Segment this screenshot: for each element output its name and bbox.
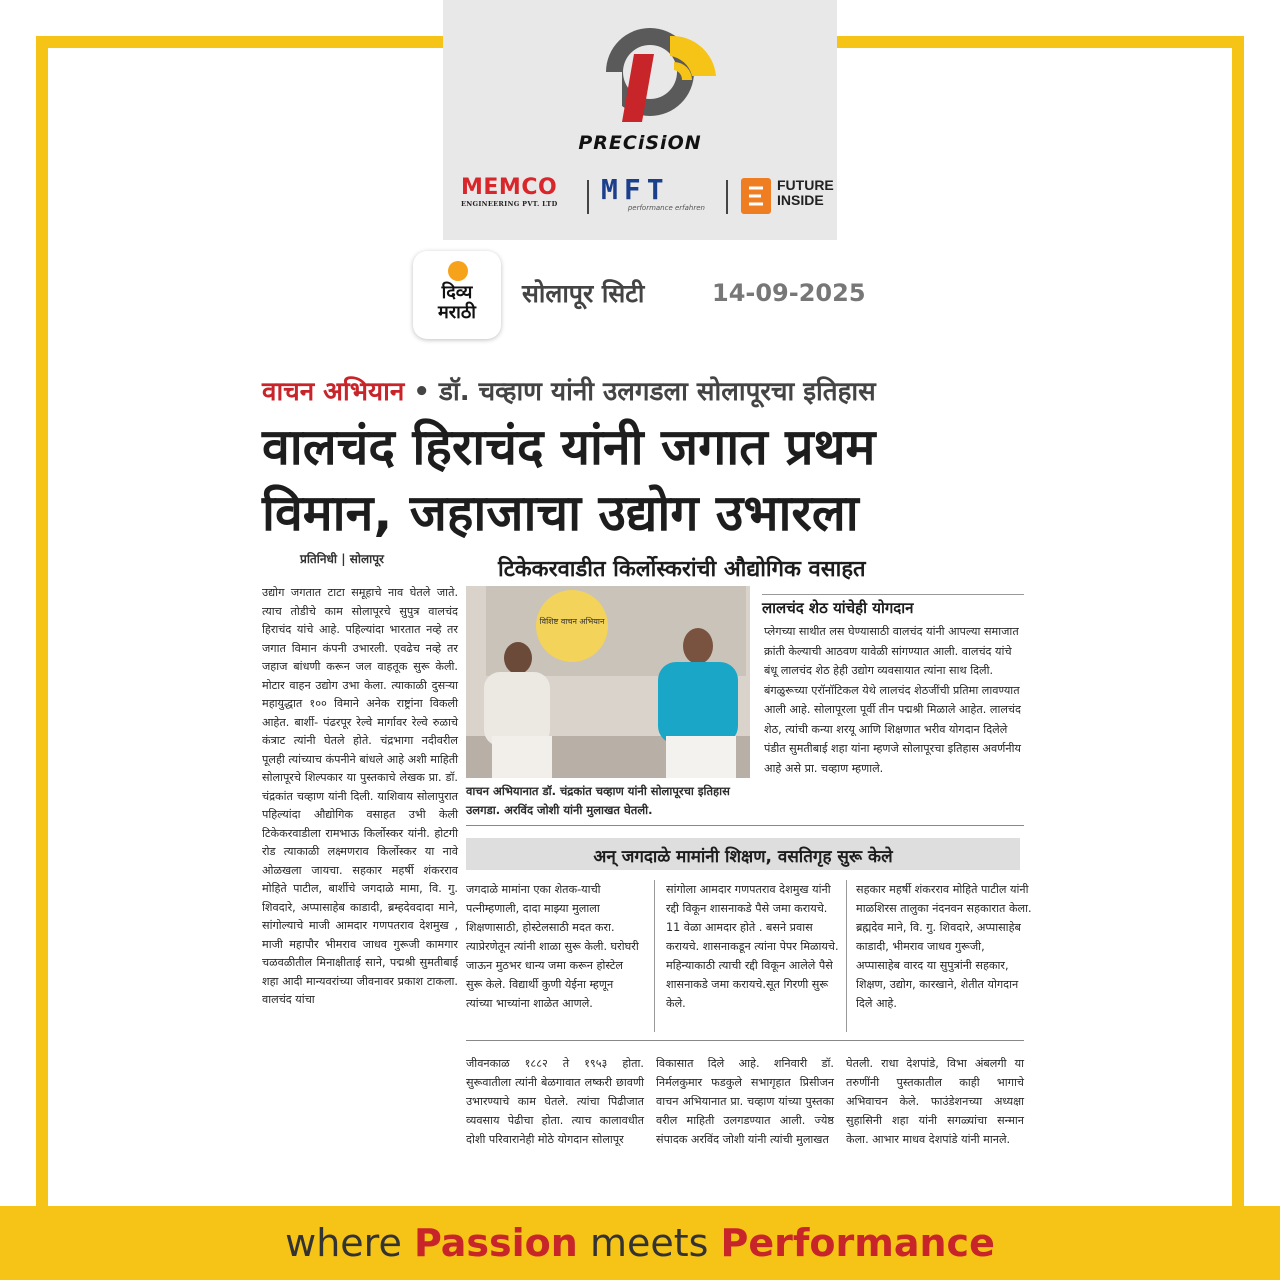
logo-line-divya: दिव्य bbox=[441, 282, 473, 303]
photo-banner-text: विशिष्ट वाचन अभियान bbox=[539, 617, 605, 626]
emoss-logo-icon bbox=[741, 178, 771, 214]
event-photo bbox=[466, 586, 750, 778]
logo-line-marathi: मराठी bbox=[438, 302, 476, 323]
mft-subtitle: performance erfahren bbox=[627, 204, 705, 212]
brand-logo-panel bbox=[443, 0, 837, 240]
sun-icon bbox=[448, 261, 468, 281]
memco-name: MEMCO bbox=[461, 175, 558, 200]
logo-divider bbox=[726, 180, 728, 214]
tagline-passion: Passion bbox=[413, 1221, 578, 1265]
future-inside-text bbox=[777, 178, 834, 208]
box-title-band bbox=[466, 838, 1020, 870]
tagline-word: meets bbox=[589, 1221, 709, 1265]
future-line: FUTURE bbox=[777, 177, 834, 193]
footer-tagline bbox=[0, 1206, 1280, 1280]
column-divider bbox=[846, 880, 847, 1032]
article-column-4: घेतली. राधा देशपांडे, विभा अंबलगी या तरुणींनी पुस्तकातील काही भागाचे अभिवाचन केले. फाउंडेशनच्या अध्यक्षा सुहासिनी शहा यांनी सगळ्यांचा सन्मान केला. आभार माधव देशपांडे यांनी मानले. bbox=[846, 1057, 1024, 1146]
tagline-word: where bbox=[285, 1221, 402, 1265]
article-subheadline: टिकेकरवाडीत किर्लोस्करांची औद्योगिक वसाहत bbox=[498, 557, 866, 582]
article-column-2: जीवनकाळ १८८२ ते १९५३ होता. सुरूवातीला त्यांनी बेळगावात लष्करी छावणी उभारण्याचे काम घेतले. त्यांचा पिढीजात व्यवसाय पेढीचा होता. त्याच कालावधीत दोशी परिवारानेही मोठे योगदान सोलापूर bbox=[466, 1057, 644, 1146]
precision-wordmark: PRECiSiON bbox=[578, 132, 702, 154]
article-byline: प्रतिनिधी | सोलापूर bbox=[300, 552, 384, 566]
memco-subtitle: ENGINEERING PVT. LTD bbox=[461, 200, 558, 208]
article-kicker bbox=[262, 372, 876, 408]
divider bbox=[466, 1040, 1024, 1041]
precision-logo-icon bbox=[588, 24, 720, 124]
article-column-1: उद्योग जगतात टाटा समूहाचे नाव घेतले जाते. त्याच तोडीचे काम सोलापूरचे सुपुत्र वालचंद हिराचंद यांचे आहे. पहिल्यांदा भारतात नव्हे तर जगात विमान कंपनी उभारली. एवढेच नव्हे तर जहाज बांधणी करून जल वाहतूक सुरू केली. मोटार वाहन उद्योग उभा केला. त्याकाळी दुसऱ्या महायुद्धात १०० विमाने अनेक राष्ट्रांना विकली आहेत. बार्शी- पंढरपूर रेल्वे मार्गावर रेल्वे रुळाचे कंत्राट त्यांनी घेतले होते. चंद्रभागा नदीवरील पूलही त्यांच्याच कंपनीने बांधले आहे अशी माहिती सोलापूरचे शिल्पकार या पुस्तकाचे लेखक प्रा. डॉ. चंद्रकांत चव्हाण यांनी दिली. याशिवाय सोलापुरात पहिल्यांदा औद्योगिक वसाहत उभी केली टिकेकरवाडीला रामभाऊ किर्लोस्कर यांनी. होटगी रोड त्याकाळी लक्ष्मणराव किर्लोस्कर या नावे ओळखला जायचा. सहकार महर्षी शंकरराव मोहिते पाटील, बार्शीचे जगदाळे मामा, वि. गु. शिवदारे, अप्पासाहेब काडादी, ब्रम्हदेवदादा माने, सांगोल्याचे माजी आमदार गणपतराव देशमुख , माजी महापौर भीमराव जाधव गुरूजी कामगार चळवळीतील मिनाक्षीताई साने, पद्मश्री सुमतीबाई शहा आदी मान्यवरांच्या जीवनावर प्रकाश टाकला. वालचंद यांचा bbox=[262, 586, 458, 1006]
divider bbox=[466, 825, 1024, 826]
article-column-3: विकासात दिले आहे. शनिवारी डॉ. निर्मलकुमार फडकुले सभागृहात प्रिसीजन वाचन अभियानात प्रा. चव्हाण यांच्या पुस्तका वरील माहिती उलगडण्यात आली. ज्येष्ठ संपादक अरविंद जोशी यांनी त्यांची मुलाखत bbox=[656, 1057, 834, 1146]
photo-caption: वाचन अभियानात डॉ. चंद्रकांत चव्हाण यांनी सोलापूरचा इतिहास उलगडा. अरविंद जोशी यांनी मुलाखत घेतली. bbox=[466, 784, 730, 817]
kicker-label: वाचन अभियान bbox=[262, 377, 405, 407]
box-column-3: सहकार महर्षी शंकरराव मोहिते पाटील यांनी माळशिरस तालुका नंदनवन सहकारात केला. ब्रह्मदेव माने, वि. गु. शिवदारे, अप्पासाहेब काडादी, भीमराव जाधव गुरूजी, अप्पासाहेब वारद या सुपुत्रांनी सहकार, शिक्षण, उद्योग, कारखाने, शेतीत योगदान दिले आहे. bbox=[856, 883, 1032, 1010]
mft-logo bbox=[601, 173, 711, 212]
sidebar-title: लालचंद शेठ यांचेही योगदान bbox=[762, 594, 1024, 618]
logo-divider bbox=[587, 180, 589, 214]
edition-name: सोलापूर सिटी bbox=[522, 279, 645, 308]
mft-name: MFT bbox=[601, 173, 670, 206]
column-divider bbox=[654, 880, 655, 1032]
partner-logos bbox=[461, 173, 834, 220]
box-column-1: जगदाळे मामांना एका शेतक-याची पत्नीम्हणाली, दादा माझ्या मुलाला शिक्षणासाठी, होस्टेलसाठी मदत करा. त्याप्रेरणेतून त्यांनी शाळा सुरू केली. घरोघरी जाऊन मुठभर धान्य जमा करून होस्टेल सुरू केले. विद्यार्थी कुणी येईना म्हणून त्यांच्या भाच्यांना शाळेत आणले. bbox=[466, 883, 639, 1010]
publication-date: 14-09-2025 bbox=[712, 279, 866, 307]
memco-logo bbox=[461, 176, 577, 208]
article-headline: वालचंद हिराचंद यांनी जगात प्रथम विमान, जहाजाचा उद्योग उभारला bbox=[262, 418, 876, 542]
tagline-performance: Performance bbox=[720, 1221, 995, 1265]
divya-marathi-logo bbox=[413, 251, 501, 339]
sidebar-text: प्लेगच्या साथीत लस घेण्यासाठी वालचंद यांनी आपल्या समाजात क्रांती केल्याची आठवण यावेळी सांगण्यात आली. वालचंद यांचे बंधू लालचंद शेठ हेही उद्योग व्यवसायात त्यांना साथ दिली. बंगळुरूच्या एरॉनॉटिकल येथे लालचंद शेठजींची प्रतिमा लावण्यात आली आहे. सोलापूरला पूर्वी तीन पद्मश्री मिळाले आहेत. लालचंद शेठ, त्यांची कन्या शरयू आणि शिक्षणात भरीव योगदान दिलेले पंडीत सुमतीबाई शहा यांना म्हणजे सोलापूरचा इतिहास अवर्णनीय आहे असे प्रा. चव्हाण म्हणाले. bbox=[764, 625, 1021, 775]
box-title: अन् जगदाळे मामांनी शिक्षण, वसतिगृह सुरू केले bbox=[593, 847, 893, 867]
kicker-text: • डॉ. चव्हाण यांनी उलगडला सोलापूरचा इतिहास bbox=[413, 377, 876, 407]
divya-marathi-wordmark bbox=[413, 283, 501, 323]
box-column-2: सांगोला आमदार गणपतराव देशमुख यांनी रद्दी विकून शासनाकडे पैसे जमा करायचे. 11 वेळा आमदार होते . बसने प्रवास करायचे. शासनाकडून त्यांना पेपर मिळायचे. महिन्याकाठी त्याची रद्दी विकून आलेले पैसे शासनाकडे जमा करायचे.सूत गिरणी सुरू केले. bbox=[666, 883, 839, 1010]
inside-line: INSIDE bbox=[777, 192, 824, 208]
